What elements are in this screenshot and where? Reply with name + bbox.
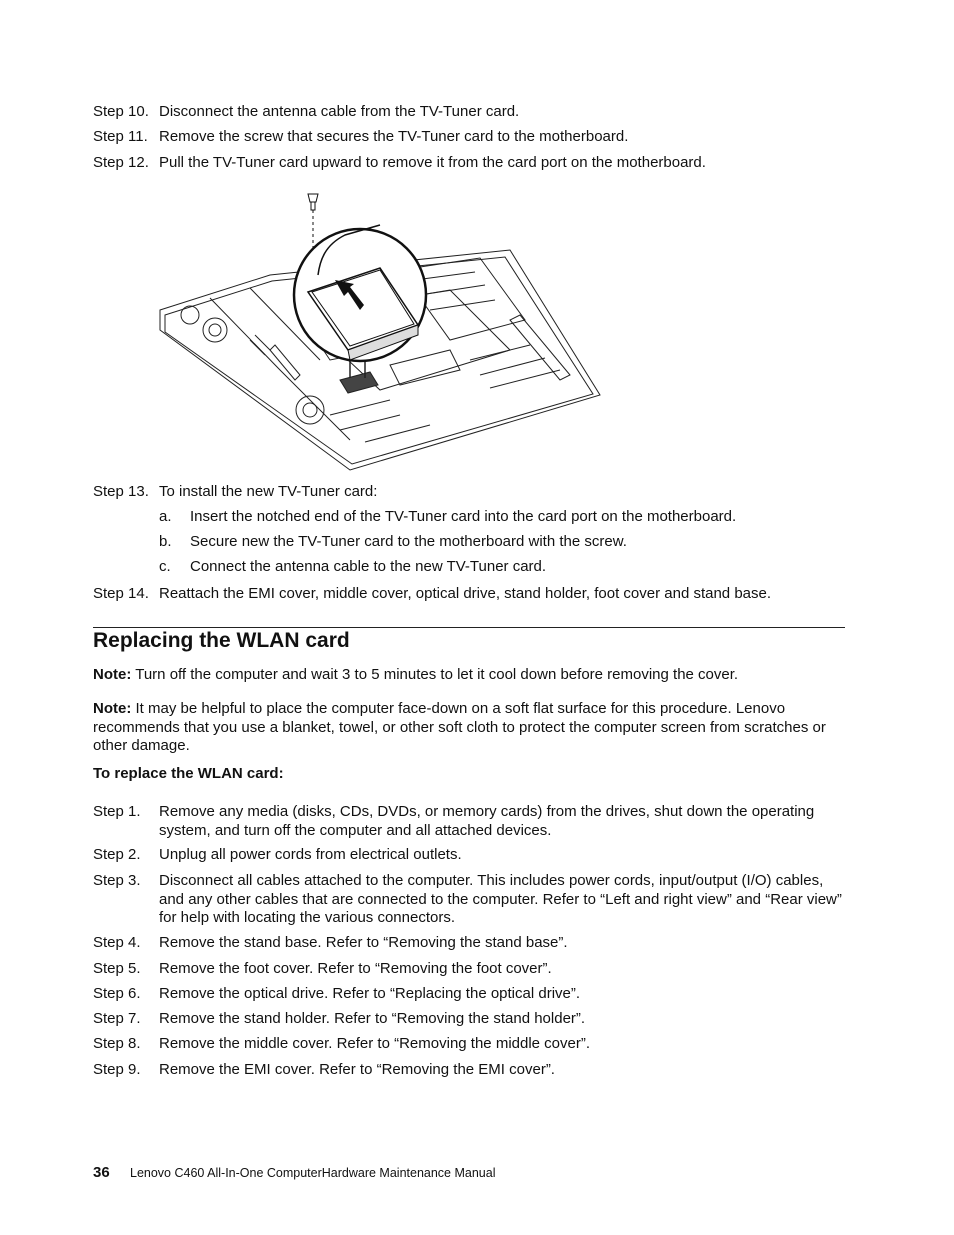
step-text: Remove the optical drive. Refer to “Replacing the optical drive”.: [159, 985, 581, 1002]
substep-text: Secure new the TV-Tuner card to the motherboard with the screw.: [190, 533, 627, 550]
page-number: 36: [93, 1164, 110, 1181]
substep-label: b.: [159, 533, 172, 550]
step-label: Step 11.: [93, 128, 148, 145]
step-text: Remove the middle cover. Refer to “Removing the middle cover”.: [159, 1035, 591, 1052]
step-label: Step 7.: [93, 1010, 141, 1027]
step-label: Step 6.: [93, 985, 141, 1002]
section-title: Replacing the WLAN card: [93, 629, 350, 652]
note-label: Note:: [93, 666, 132, 683]
step-text: Remove the foot cover. Refer to “Removing the foot cover”.: [159, 960, 552, 977]
note-cooldown: [93, 666, 849, 685]
step-label: Step 5.: [93, 960, 141, 977]
step-text: Unplug all power cords from electrical outlets.: [159, 846, 462, 863]
step-text: Pull the TV-Tuner card upward to remove it from the card port on the motherboard.: [159, 154, 706, 171]
step-label: Step 12.: [93, 154, 149, 171]
step-text: Disconnect the antenna cable from the TV-Tuner card.: [159, 103, 520, 120]
section-divider: [93, 627, 845, 628]
note-text: It may be helpful to place the computer face-down on a soft flat surface for this procedure. Lenovo recommends that you use a blanket, towel, or other soft cloth to protect the computer screen from scratches or other damage.: [93, 700, 826, 754]
step-label: Step 9.: [93, 1061, 141, 1078]
step-label: Step 14.: [93, 585, 149, 602]
step-label: Step 3.: [93, 872, 141, 889]
step-label: Step 10.: [93, 103, 149, 120]
step-label: Step 2.: [93, 846, 141, 863]
note-label: Note:: [93, 700, 132, 717]
step-label: Step 13.: [93, 483, 149, 500]
step-text: Remove the EMI cover. Refer to “Removing the EMI cover”.: [159, 1061, 555, 1078]
step-text: To install the new TV-Tuner card:: [159, 483, 378, 500]
step-text: Disconnect all cables attached to the computer. This includes power cords, input/output (I/O) cables, and any other cables that are connected to the computer. Refer to “Left and right view” and “Rear view” for help with locating the various connectors.: [159, 872, 842, 926]
step-text: Reattach the EMI cover, middle cover, optical drive, stand holder, foot cover and stand base.: [159, 585, 772, 602]
substep-text: Insert the notched end of the TV-Tuner card into the card port on the motherboard.: [190, 508, 737, 525]
note-text: Turn off the computer and wait 3 to 5 minutes to let it cool down before removing the cover.: [135, 666, 739, 683]
step-label: Step 1.: [93, 803, 141, 820]
screw-icon: [308, 194, 318, 252]
step-label: Step 8.: [93, 1035, 141, 1052]
footer-title: Lenovo C460 All-In-One ComputerHardware Maintenance Manual: [130, 1166, 496, 1180]
tv-tuner-removal-illustration: [150, 180, 610, 475]
step-text: Remove the screw that secures the TV-Tuner card to the motherboard.: [159, 128, 629, 145]
substep-text: Connect the antenna cable to the new TV-Tuner card.: [190, 558, 547, 575]
procedure-title: To replace the WLAN card:: [93, 765, 284, 782]
substep-label: a.: [159, 508, 172, 525]
substep-label: c.: [159, 558, 171, 575]
note-face-down: [93, 700, 849, 756]
step-text: Remove the stand base. Refer to “Removing the stand base”.: [159, 934, 568, 951]
step-text: Remove any media (disks, CDs, DVDs, or memory cards) from the drives, shut down the operating system, and turn off the computer and all attached devices.: [159, 803, 815, 839]
step-text: Remove the stand holder. Refer to “Removing the stand holder”.: [159, 1010, 586, 1027]
step-label: Step 4.: [93, 934, 141, 951]
